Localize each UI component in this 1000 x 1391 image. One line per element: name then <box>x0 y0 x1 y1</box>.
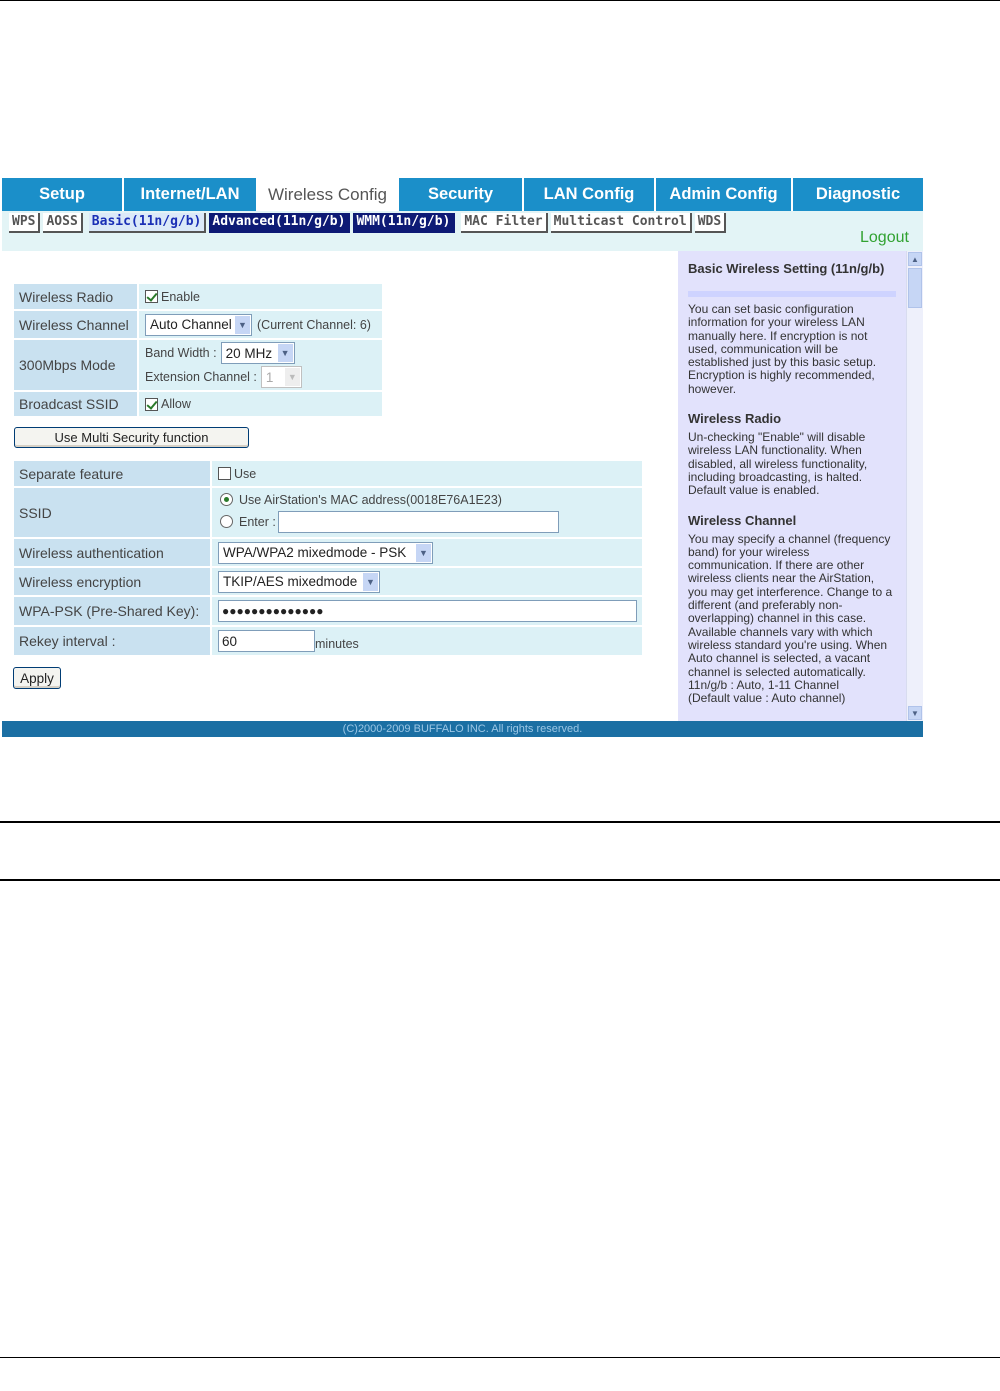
ssid-mac-option: Use AirStation's MAC address(0018E76A1E23) <box>239 492 502 507</box>
help-panel <box>678 251 906 721</box>
ssid-label: SSID <box>14 488 210 537</box>
wireless-encryption-select[interactable] <box>218 571 380 593</box>
help-radio-title: Wireless Radio <box>688 411 782 427</box>
section-rule-top <box>0 821 1000 823</box>
current-channel-text: (Current Channel: 6) <box>257 317 371 332</box>
help-channel-text: You may specify a channel (frequency band) for your wireless communication. If there are other wireless clients near the AirStation, you may get interference. Change to a different (and preferably non-overlapping) channel in this case. Available channels vary with which wireless standard you're using. When Auto channel is selected, a vacant channel is selected automatically. <box>688 531 893 679</box>
separate-feature-checkbox[interactable] <box>218 467 231 480</box>
band-width-label: Band Width : <box>145 346 217 360</box>
router-config-page <box>2 178 923 737</box>
footer-copyright: (C)2000-2009 BUFFALO INC. All rights reserved. <box>2 721 923 737</box>
broadcast-ssid-checkbox[interactable] <box>145 398 158 411</box>
tab-wireless-config[interactable]: Wireless Config <box>258 178 399 211</box>
subtab-multicast-control[interactable]: Multicast Control <box>551 213 692 233</box>
mode-label: 300Mbps Mode <box>14 340 137 390</box>
chevron-down-icon: ▼ <box>278 344 293 362</box>
psk-row <box>14 597 642 625</box>
wireless-channel-selected: Auto Channel <box>150 317 232 332</box>
subtab-wds[interactable]: WDS <box>695 213 726 233</box>
wireless-auth-select[interactable] <box>218 542 433 564</box>
help-intro: You can set basic configuration information for your wireless LAN manually here. If encryption is not used, communication will be established just by this basic setup. Encryption is highly recommended, however. <box>688 302 877 396</box>
tab-security[interactable]: Security <box>399 178 524 211</box>
band-width-selected: 20 MHz <box>225 345 273 361</box>
ssid-enter-radio[interactable] <box>220 515 233 528</box>
chevron-down-icon: ▼ <box>285 368 300 386</box>
tab-admin-config[interactable]: Admin Config <box>656 178 793 211</box>
band-width-select[interactable] <box>221 342 295 364</box>
mode-row <box>14 340 382 390</box>
rekey-input[interactable]: 60 <box>218 630 315 652</box>
help-title: Basic Wireless Setting (11n/g/b) <box>688 261 885 276</box>
psk-label: WPA-PSK (Pre-Shared Key): <box>14 597 210 625</box>
tab-lan-config[interactable]: LAN Config <box>524 178 656 211</box>
main-navigation <box>2 178 923 211</box>
section-rule-bottom <box>0 879 1000 881</box>
help-channel-title: Wireless Channel <box>688 512 797 528</box>
tab-internet-lan[interactable]: Internet/LAN <box>124 178 258 211</box>
wireless-radio-label: Wireless Radio <box>14 284 137 309</box>
logout-link[interactable]: Logout <box>860 229 909 246</box>
help-divider <box>688 291 896 297</box>
wireless-radio-value: Enable <box>161 289 200 304</box>
scroll-up-icon[interactable]: ▲ <box>908 252 922 266</box>
chevron-down-icon: ▼ <box>235 316 250 334</box>
rekey-label: Rekey interval : <box>14 627 210 655</box>
help-radio-text: Un-checking "Enable" will disable wireless LAN functionality. When disabled, all wireless functionality, including broadcasting, is halted. Default value is enabled. <box>688 430 868 498</box>
wireless-auth-selected: WPA/WPA2 mixedmode - PSK <box>223 545 407 560</box>
subtab-wmm[interactable]: WMM(11n/g/b) <box>353 213 455 233</box>
wireless-channel-label: Wireless Channel <box>14 311 137 338</box>
wireless-auth-label: Wireless authentication <box>14 539 210 566</box>
subtab-wps[interactable]: WPS <box>9 213 40 233</box>
subtab-mac-filter[interactable]: MAC Filter <box>461 213 547 233</box>
sub-navigation <box>2 211 923 251</box>
chevron-down-icon: ▼ <box>363 573 378 591</box>
subtab-advanced[interactable]: Advanced(11n/g/b) <box>209 213 350 233</box>
wireless-encryption-row <box>14 568 642 595</box>
wireless-channel-select[interactable] <box>145 314 252 336</box>
chevron-down-icon: ▼ <box>416 544 431 562</box>
apply-button[interactable]: Apply <box>13 667 61 689</box>
help-scrollbar[interactable] <box>906 251 923 721</box>
extension-channel-selected: 1 <box>265 369 274 385</box>
separate-feature-row <box>14 461 642 486</box>
broadcast-ssid-value: Allow <box>161 397 191 411</box>
separate-feature-label: Separate feature <box>14 461 210 486</box>
wireless-encryption-label: Wireless encryption <box>14 568 210 595</box>
help-channel-default: (Default value : Auto channel) <box>688 691 846 706</box>
subtab-aoss[interactable]: AOSS <box>43 213 82 233</box>
wireless-channel-row <box>14 311 382 338</box>
ssid-enter-label: Enter : <box>239 514 276 529</box>
wireless-radio-row <box>14 284 382 309</box>
wireless-auth-row <box>14 539 642 566</box>
top-rule <box>0 0 1000 1</box>
extension-channel-select[interactable] <box>261 366 302 388</box>
rekey-row <box>14 627 642 655</box>
psk-input[interactable]: ●●●●●●●●●●●●●● <box>218 600 637 622</box>
settings-form <box>2 251 678 721</box>
subtab-basic[interactable]: Basic(11n/g/b) <box>89 213 207 233</box>
wireless-encryption-selected: TKIP/AES mixedmode <box>223 574 358 589</box>
ssid-row <box>14 488 642 537</box>
broadcast-ssid-row <box>14 392 382 416</box>
tab-setup[interactable]: Setup <box>2 178 124 211</box>
wireless-radio-checkbox[interactable] <box>145 290 158 303</box>
multi-security-button[interactable]: Use Multi Security function <box>14 427 249 448</box>
ssid-input[interactable] <box>278 511 559 533</box>
bottom-rule <box>0 1357 1000 1358</box>
extension-channel-label: Extension Channel : <box>145 370 257 384</box>
broadcast-ssid-label: Broadcast SSID <box>14 392 137 416</box>
separate-feature-value: Use <box>234 466 257 481</box>
scroll-down-icon[interactable]: ▼ <box>908 706 922 720</box>
help-channel-values: 11n/g/b : Auto, 1-11 Channel <box>688 677 840 692</box>
tab-diagnostic[interactable]: Diagnostic <box>815 185 901 203</box>
scroll-thumb[interactable] <box>908 268 922 308</box>
ssid-mac-radio[interactable] <box>220 493 233 506</box>
rekey-unit: minutes <box>315 636 359 651</box>
